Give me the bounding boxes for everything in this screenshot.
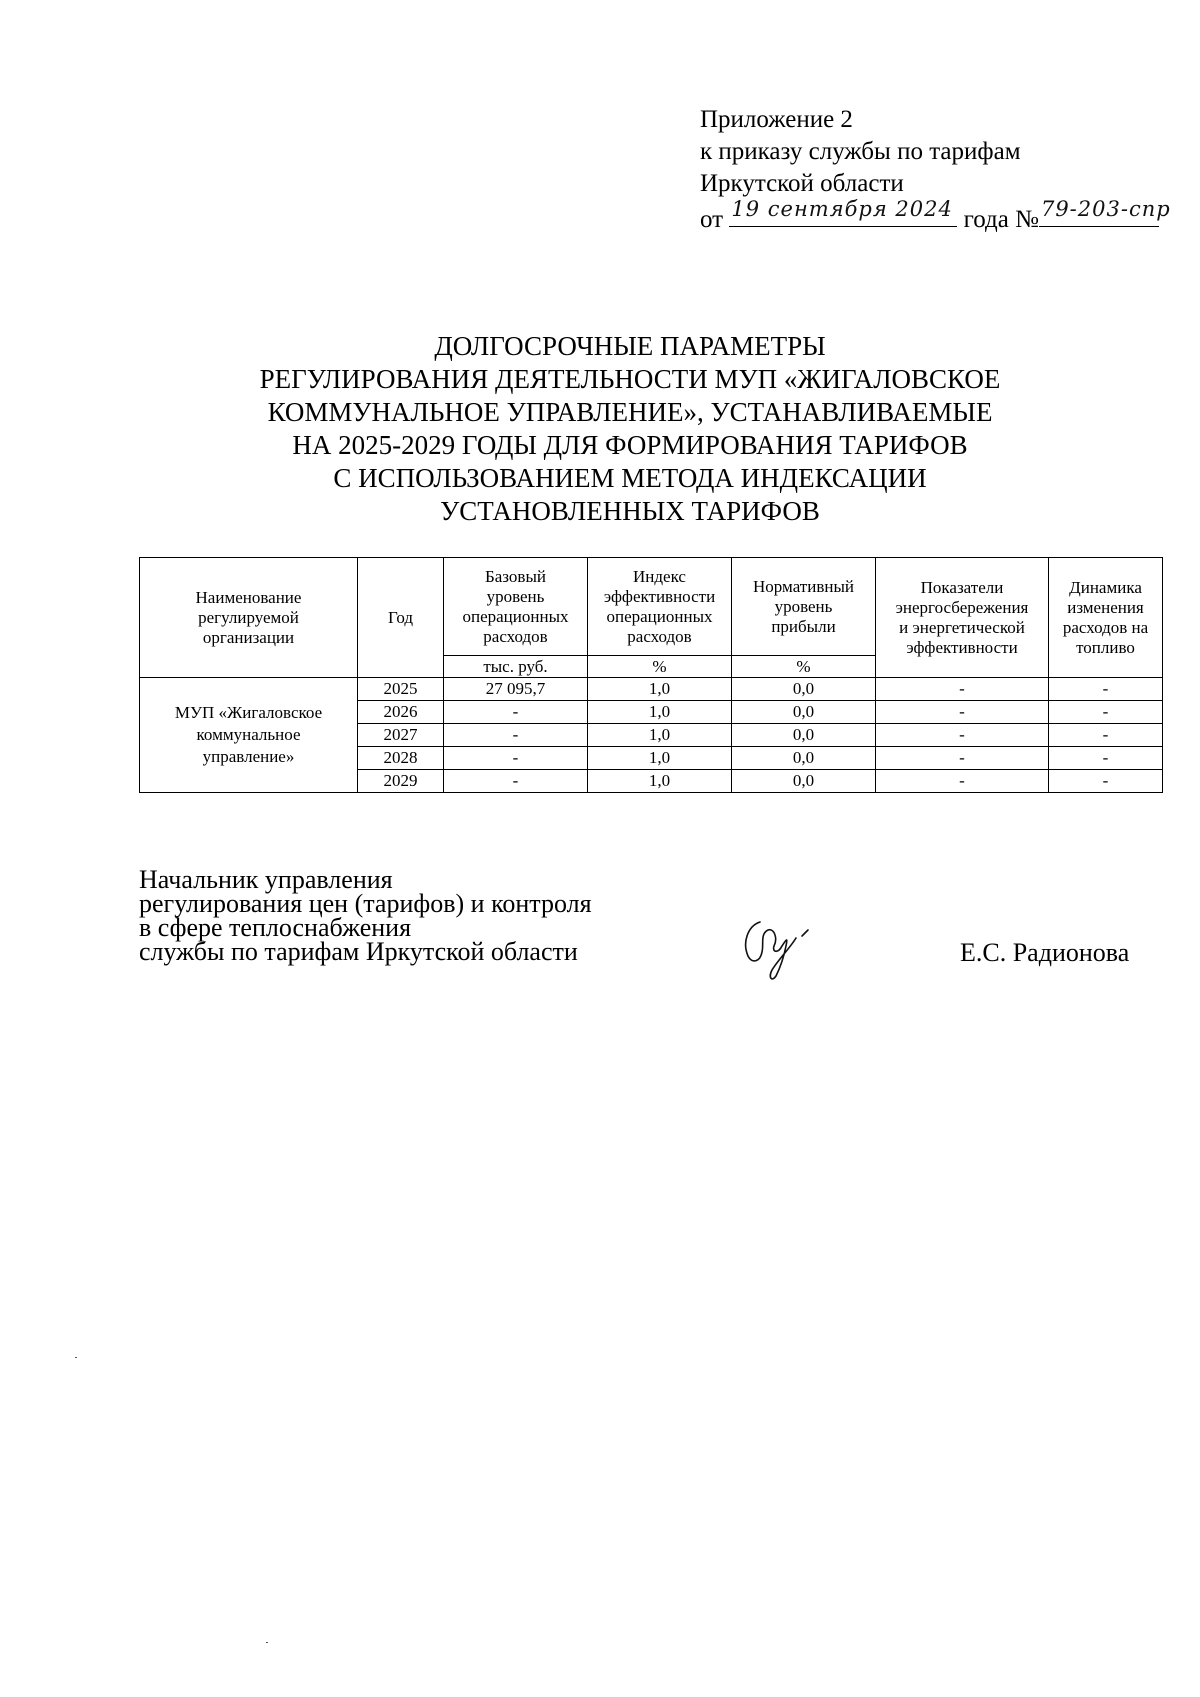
energy-cell: - (876, 747, 1049, 770)
position-line: Начальник управления (139, 865, 393, 894)
organization-cell: МУП «Жигаловское коммунальное управление» (140, 678, 358, 793)
unit-base-costs: тыс. руб. (444, 656, 588, 678)
title-line: НА 2025-2029 ГОДЫ ДЛЯ ФОРМИРОВАНИЯ ТАРИФОВ (292, 430, 968, 460)
energy-cell: - (876, 770, 1049, 793)
table-row (140, 678, 1163, 701)
profit-cell: 0,0 (732, 770, 876, 793)
fuel-cell: - (1049, 678, 1163, 701)
index-cell: 1,0 (588, 724, 732, 747)
document-title (220, 330, 1040, 528)
base-cell: - (444, 747, 588, 770)
year-cell: 2025 (358, 678, 444, 701)
title-line: КОММУНАЛЬНОЕ УПРАВЛЕНИЕ», УСТАНАВЛИВАЕМЫЕ (267, 397, 993, 427)
profit-cell: 0,0 (732, 701, 876, 724)
number-field (1039, 197, 1171, 227)
parameters-table (139, 557, 1163, 793)
position-line: службы по тарифам Иркутской области (139, 937, 578, 966)
position-line: в сфере теплоснабжения (139, 913, 412, 942)
profit-cell: 0,0 (732, 678, 876, 701)
appendix-header (700, 104, 1171, 236)
scan-speck (75, 1357, 77, 1358)
base-cell: - (444, 701, 588, 724)
signatory-position (139, 865, 592, 966)
fuel-cell: - (1049, 724, 1163, 747)
header-base-costs: Базовый уровень операционных расходов (444, 558, 588, 656)
title-line: УСТАНОВЛЕННЫХ ТАРИФОВ (440, 496, 820, 526)
title-line: С ИСПОЛЬЗОВАНИЕМ МЕТОДА ИНДЕКСАЦИИ (333, 463, 927, 493)
scan-speck (266, 1642, 268, 1643)
unit-efficiency-index: % (588, 656, 732, 678)
energy-cell: - (876, 724, 1049, 747)
base-cell: - (444, 724, 588, 747)
base-cell: 27 095,7 (444, 678, 588, 701)
handwritten-number: 79-203-спр (1040, 197, 1171, 221)
appendix-region: Иркутской области (700, 170, 904, 197)
year-cell: 2028 (358, 747, 444, 770)
header-efficiency-index: Индекс эффективности операционных расходов (588, 558, 732, 656)
header-fuel-dynamics: Динамика изменения расходов на топливо (1049, 558, 1163, 678)
fuel-cell: - (1049, 701, 1163, 724)
header-profit-level: Нормативный уровень прибыли (732, 558, 876, 656)
index-cell: 1,0 (588, 747, 732, 770)
signatory-name: Е.С. Радионова (960, 938, 1130, 967)
header-organization: Наименование регулируемой организации (140, 558, 358, 678)
position-line: регулирования цен (тарифов) и контроля (139, 889, 592, 918)
base-cell: - (444, 770, 588, 793)
year-cell: 2027 (358, 724, 444, 747)
appendix-date-line (700, 197, 1171, 236)
year-cell: 2029 (358, 770, 444, 793)
number-prefix: года № (963, 206, 1039, 233)
index-cell: 1,0 (588, 678, 732, 701)
index-cell: 1,0 (588, 770, 732, 793)
title-line: ДОЛГОСРОЧНЫЕ ПАРАМЕТРЫ (434, 331, 826, 361)
energy-cell: - (876, 701, 1049, 724)
handwritten-signature (738, 904, 838, 984)
date-field (729, 197, 957, 227)
year-cell: 2026 (358, 701, 444, 724)
header-year: Год (358, 558, 444, 678)
date-prefix: от (700, 206, 724, 233)
unit-profit-level: % (732, 656, 876, 678)
profit-cell: 0,0 (732, 747, 876, 770)
energy-cell: - (876, 678, 1049, 701)
header-energy-saving: Показатели энергосбережения и энергетической эффективности (876, 558, 1049, 678)
handwritten-date: 19 сентября 2024 (731, 197, 953, 221)
fuel-cell: - (1049, 770, 1163, 793)
appendix-title: Приложение 2 (700, 106, 853, 133)
title-line: РЕГУЛИРОВАНИЯ ДЕЯТЕЛЬНОСТИ МУП «ЖИГАЛОВСКОЕ (259, 364, 1001, 394)
index-cell: 1,0 (588, 701, 732, 724)
profit-cell: 0,0 (732, 724, 876, 747)
appendix-order-ref: к приказу службы по тарифам (700, 138, 1021, 165)
fuel-cell: - (1049, 747, 1163, 770)
